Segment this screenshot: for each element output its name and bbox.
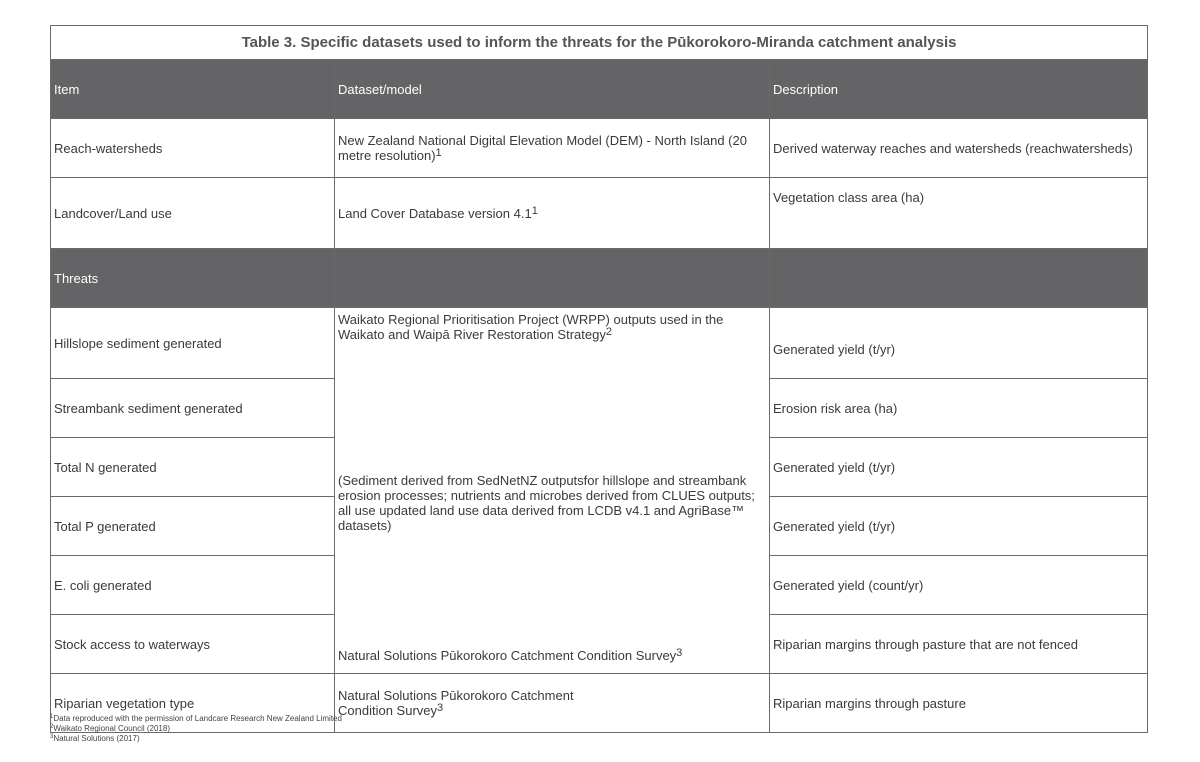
dataset-cell <box>335 674 770 733</box>
wrpp-dataset-text: Waikato Regional Prioritisation Project (WRPP) outputs used in the Waikato and Waipā River Restoration Strategy <box>338 312 724 342</box>
merged-dataset-cell <box>335 308 770 674</box>
table-title: Table 3. Specific datasets used to inform the threats for the Pūkorokoro-Miranda catchment analysis <box>51 26 1148 60</box>
footnote-number: 1 <box>50 714 54 720</box>
description-cell: Riparian margins through pasture that are not fenced <box>770 615 1148 674</box>
dataset-text: New Zealand National Digital Elevation Model (DEM) - North Island (20 metre resolution) <box>338 133 747 163</box>
footnotes <box>50 714 342 744</box>
dataset-text: Natural Solutions Pūkorokoro Catchment <box>338 688 574 703</box>
table-row <box>51 308 1148 379</box>
description-cell: Riparian margins through pasture <box>770 674 1148 733</box>
footnote-ref: 3 <box>676 647 683 659</box>
description-cell: Vegetation class area (ha) <box>770 178 1148 249</box>
item-cell: Total P generated <box>51 497 335 556</box>
item-cell: E. coli generated <box>51 556 335 615</box>
header-dataset: Dataset/model <box>335 60 770 119</box>
section-blank <box>770 249 1148 308</box>
footnote-ref: 1 <box>531 204 538 217</box>
footnote <box>50 724 342 734</box>
header-description: Description <box>770 60 1148 119</box>
footnote-text: Waikato Regional Council (2018) <box>53 724 170 733</box>
dataset-table-container <box>50 25 1147 733</box>
section-label: Threats <box>51 249 335 308</box>
footnote-ref: 3 <box>437 702 444 714</box>
section-blank <box>335 249 770 308</box>
dataset-table <box>50 25 1148 733</box>
footnote-text: Data reproduced with the permission of Landcare Research New Zealand Limited <box>53 714 342 723</box>
footnote <box>50 714 342 724</box>
header-row <box>51 60 1148 119</box>
item-cell: Hillslope sediment generated <box>51 308 335 379</box>
description-cell: Derived waterway reaches and watersheds (reachwatersheds) <box>770 119 1148 178</box>
description-cell: Generated yield (t/yr) <box>770 308 1148 379</box>
table-row <box>51 178 1148 249</box>
dataset-text: Land Cover Database version 4.1 <box>338 205 532 221</box>
dataset-cell <box>335 119 770 178</box>
footnote-ref: 2 <box>605 326 612 338</box>
item-cell: Total N generated <box>51 438 335 497</box>
condition-survey-text: Natural Solutions Pūkorokoro Catchment Condition Survey <box>338 648 677 663</box>
item-cell: Streambank sediment generated <box>51 379 335 438</box>
table-title-row <box>51 26 1148 60</box>
dataset-cell <box>335 178 770 249</box>
description-cell: Generated yield (t/yr) <box>770 497 1148 556</box>
item-cell: Landcover/Land use <box>51 178 335 249</box>
description-cell: Erosion risk area (ha) <box>770 379 1148 438</box>
table-row <box>51 119 1148 178</box>
section-row-threats <box>51 249 1148 308</box>
footnote-number: 3 <box>50 734 54 740</box>
dataset-text: Condition Survey <box>338 703 437 718</box>
header-item: Item <box>51 60 335 119</box>
footnote <box>50 734 342 744</box>
description-cell: Generated yield (count/yr) <box>770 556 1148 615</box>
footnote-text: Natural Solutions (2017) <box>53 734 140 743</box>
item-cell: Riparian vegetation type <box>51 674 335 733</box>
item-cell: Reach-watersheds <box>51 119 335 178</box>
description-cell: Generated yield (t/yr) <box>770 438 1148 497</box>
footnote-number: 2 <box>50 724 54 730</box>
dataset-note-text: (Sediment derived from SedNetNZ outputsfor hillslope and streambank erosion processes; nutrients and microbes derived from CLUES outputs; all use updated land use data derived from LCDB v4.1 and AgriBase™ datasets) <box>338 473 755 533</box>
item-cell: Stock access to waterways <box>51 615 335 674</box>
footnote-ref: 1 <box>435 147 442 159</box>
